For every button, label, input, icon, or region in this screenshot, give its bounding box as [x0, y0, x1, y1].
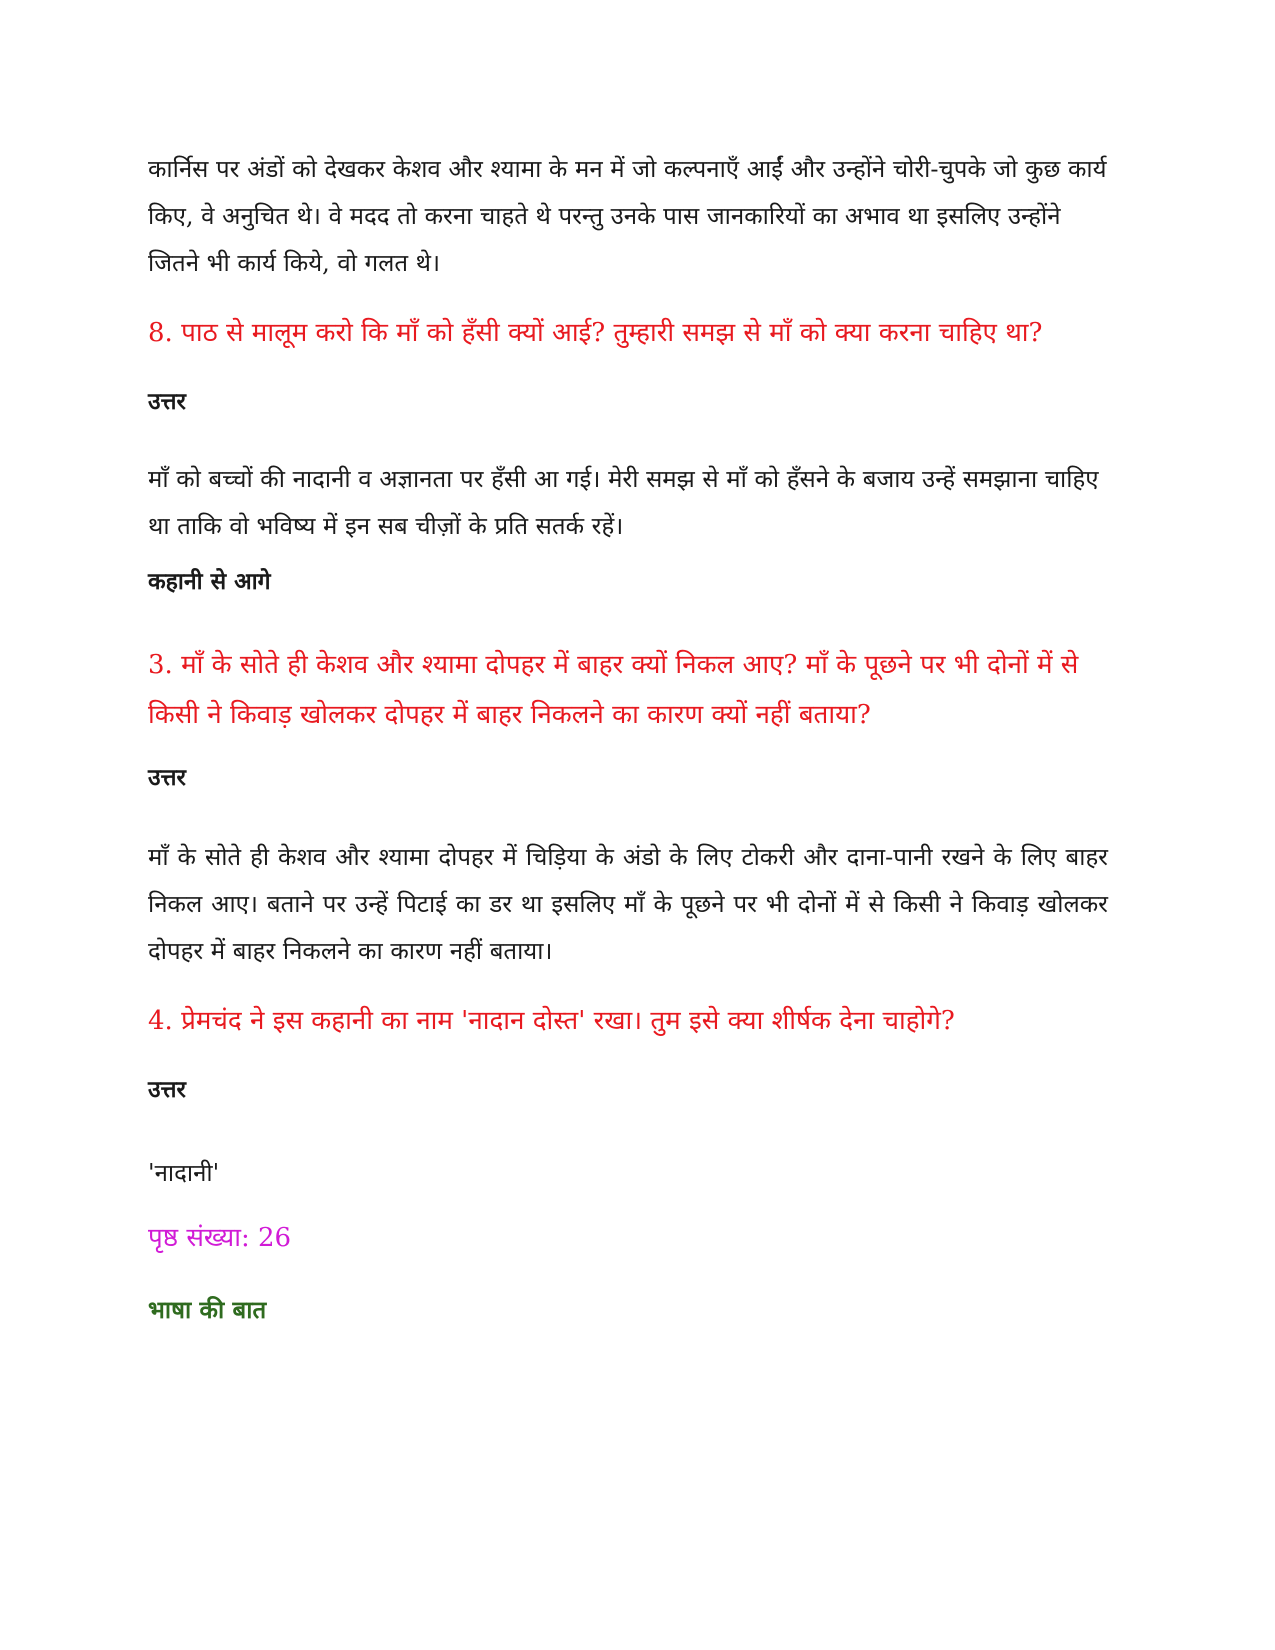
- answer-paragraph-7: कार्निस पर अंडों को देखकर केशव और श्यामा के मन में जो कल्पनाएँ आईं और उन्होंने चोरी-चुपके जो कुछ कार्य किए, वे अनुचित थे। वे मदद तो करना चाहते थे परन्तु उनके पास जानकारियों का अभाव था इसलिए उन्होंने जितने भी कार्य किये, वो गलत थे।: [148, 155, 1107, 277]
- section-heading: कहानी से आगे: [148, 568, 271, 595]
- question-8: 8. पाठ से मालूम करो कि माँ को हँसी क्यों आई? तुम्हारी समझ से माँ को क्या करना चाहिए था?: [148, 318, 1043, 348]
- answer-paragraph-4: 'नादानी': [148, 1159, 220, 1187]
- answer-label: उत्तर: [148, 388, 186, 415]
- answer-paragraph-8: माँ को बच्चों की नादानी व अज्ञानता पर हँसी आ गई। मेरी समझ से माँ को हँसने के बजाय उन्हें समझाना चाहिए था ताकि वो भविष्य में इन सब चीज़ों के प्रति सतर्क रहें।: [148, 465, 1099, 540]
- question-3: 3. माँ के सोते ही केशव और श्यामा दोपहर में बाहर क्यों निकल आए? माँ के पूछने पर भी दोनों में से किसी ने किवाड़ खोलकर दोपहर में बाहर निकलने का कारण क्यों नहीं बताया?: [148, 650, 1079, 730]
- language-section-heading: भाषा की बात: [148, 1295, 267, 1324]
- question-4: 4. प्रेमचंद ने इस कहानी का नाम 'नादान दोस्त' रखा। तुम इसे क्या शीर्षक देना चाहोगे?: [148, 1006, 955, 1036]
- answer-label: उत्तर: [148, 764, 186, 791]
- page-number-label: पृष्ठ संख्या: 26: [148, 1223, 292, 1253]
- answer-paragraph-3: माँ के सोते ही केशव और श्यामा दोपहर में चिड़िया के अंडो के लिए टोकरी और दाना-पानी रखने के लिए बाहर निकल आए। बताने पर उन्हें पिटाई का डर था इसलिए माँ के पूछने पर भी दोनों में से किसी ने किवाड़ खोलकर दोपहर में बाहर निकलने का कारण नहीं बताया।: [148, 843, 1108, 965]
- answer-label: उत्तर: [148, 1076, 186, 1103]
